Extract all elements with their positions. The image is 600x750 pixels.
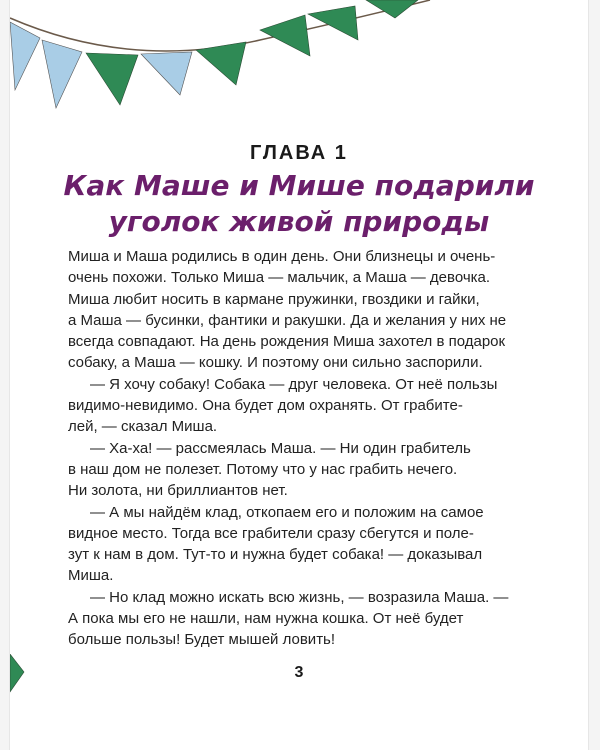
text-line: — А мы найдём клад, откопаем его и положим на самое — [90, 503, 484, 521]
bunting-decoration — [10, 0, 450, 110]
text-line: Миша любит носить в кармане пружинки, гвоздики и гайки, — [68, 290, 480, 308]
text-line: очень похожи. Только Миша — мальчик, а Маша — девочка. — [68, 269, 491, 287]
bunting-flag-green — [196, 42, 246, 85]
text-line: Ни золота, ни бриллиантов нет. — [68, 482, 288, 500]
text-line: собаку, а Маша — кошку. И поэтому они сильно заспорили. — [68, 354, 483, 372]
bunting-flag-green — [260, 15, 310, 56]
text-line: видное место. Тогда все грабители сразу сбегутся и поле- — [68, 524, 474, 542]
chapter-label: ГЛАВА 1 — [250, 142, 348, 164]
page-number: 3 — [294, 664, 304, 681]
bunting-flag-blue — [141, 52, 192, 95]
text-line: — Я хочу собаку! Собака — друг человека. От неё пользы — [90, 375, 498, 393]
bunting-flag-green — [366, 0, 418, 18]
text-line: в наш дом не полезет. Потому что у нас грабить нечего. — [68, 460, 458, 478]
text-line: Миша. — [68, 567, 114, 585]
bunting-flag-blue — [42, 40, 82, 108]
text-line: зут к нам в дом. Тут-то и нужна будет собака! — доказывал — [68, 546, 483, 564]
story-text — [68, 246, 522, 651]
text-line: а Маша — бусинки, фантики и ракушки. Да и желания у них не — [68, 311, 507, 329]
bunting-flag-green — [308, 6, 358, 40]
chapter-title-line-1: Как Маше и Мише подарили — [63, 169, 535, 202]
text-line: — Ха-ха! — рассмеялась Маша. — Ни один грабитель — [90, 439, 471, 457]
bunting-flag-blue — [10, 22, 40, 90]
text-line: Миша и Маша родились в один день. Они близнецы и очень- — [68, 248, 496, 265]
text-line: — Но клад можно искать всю жизнь, — возразила Маша. — — [90, 588, 509, 606]
bunting-string — [10, 0, 430, 51]
text-line: видимо-невидимо. Она будет дом охранять. От грабите- — [68, 397, 463, 415]
book-page — [10, 0, 588, 750]
corner-flag-decoration — [10, 654, 30, 694]
text-line: всегда совпадают. На день рождения Миша захотел в подарок — [68, 333, 506, 351]
bunting-flag-green — [86, 53, 138, 105]
chapter-title-line-2: уголок живой природы — [108, 205, 490, 238]
text-line: больше пользы! Будет мышей ловить! — [68, 631, 336, 649]
chapter-title — [10, 168, 588, 240]
text-line: лей, — сказал Миша. — [68, 418, 218, 436]
bunting-flag-green — [10, 654, 24, 692]
text-line: А пока мы его не нашли, нам нужна кошка. От неё будет — [68, 610, 464, 628]
